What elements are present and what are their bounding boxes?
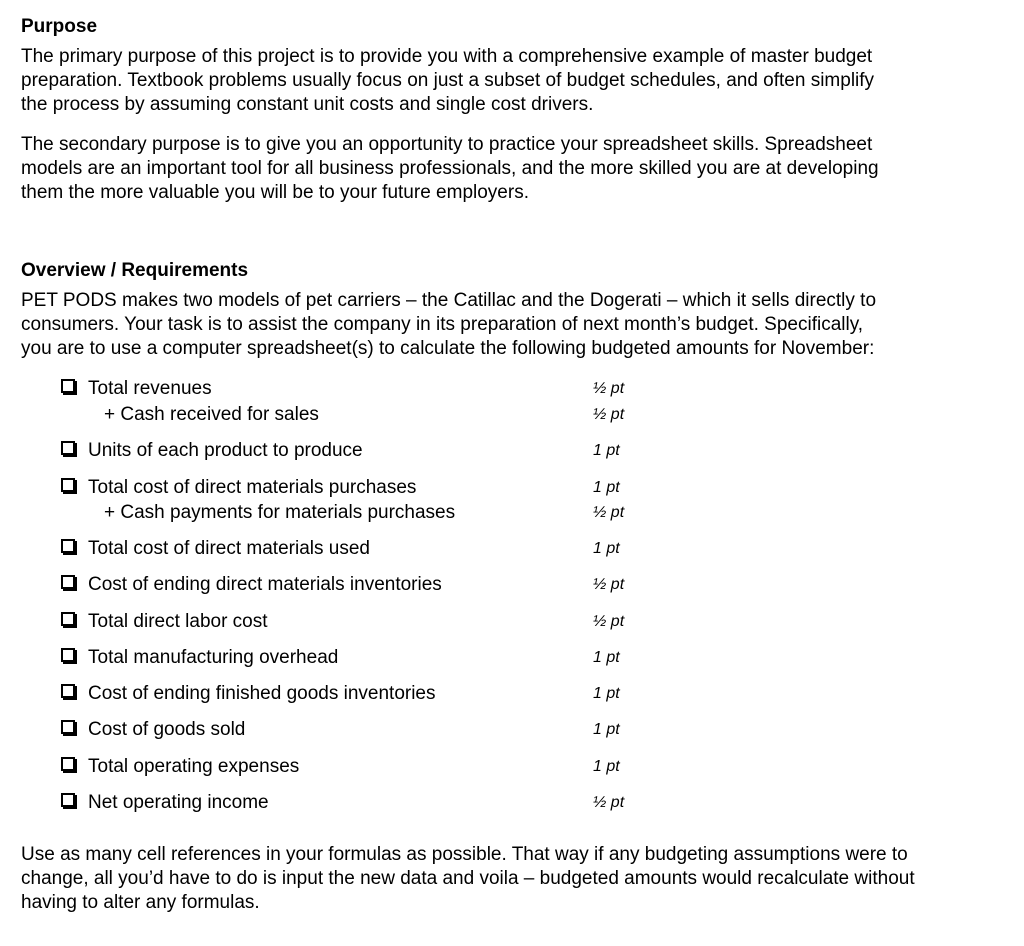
requirement-points: 1 pt [593, 479, 620, 496]
requirement-item-units-to-produce [61, 439, 363, 463]
requirement-label: + Cash received for sales [104, 404, 319, 425]
text-line: models are an important tool for all business professionals, and the more skilled you are at developing [21, 158, 879, 179]
requirement-label: Total operating expenses [88, 756, 300, 777]
requirement-item-ending-dm-inventory [61, 573, 442, 597]
requirement-label: + Cash payments for materials purchases [104, 502, 456, 523]
text-line: having to alter any formulas. [21, 892, 260, 913]
requirement-subitem-cash-received [104, 403, 319, 427]
requirement-points: 1 pt [593, 685, 620, 702]
checkbox-icon [61, 575, 75, 589]
text-line: PET PODS makes two models of pet carriers – the Catillac and the Dogerati – which it sells directly to [21, 290, 877, 311]
requirement-item-manufacturing-overhead [61, 646, 338, 670]
checkbox-icon [61, 793, 75, 807]
requirement-points: 1 pt [593, 649, 620, 666]
checkbox-icon [61, 684, 75, 698]
text-line: preparation. Textbook problems usually focus on just a subset of budget schedules, and often simplify [21, 70, 875, 91]
purpose-paragraph-1 [21, 45, 1006, 117]
requirement-subitem-cash-payments [104, 501, 455, 525]
text-line: them the more valuable you will be to your future employers. [21, 182, 529, 203]
requirement-item-operating-expenses [61, 755, 299, 779]
purpose-heading: Purpose [21, 16, 98, 37]
checkbox-icon [61, 539, 75, 553]
closing-paragraph [21, 843, 1006, 915]
text-line: Use as many cell references in your formulas as possible. That way if any budgeting assumptions were to [21, 844, 908, 865]
checkbox-icon [61, 478, 75, 492]
requirement-item-total-revenues [61, 377, 212, 401]
requirement-points: ½ pt [593, 576, 625, 593]
text-line: consumers. Your task is to assist the company in its preparation of next month’s budget. Specifically, [21, 314, 864, 335]
requirement-points: ½ pt [593, 504, 625, 521]
requirement-item-net-operating-income [61, 791, 269, 815]
requirement-points: ½ pt [593, 406, 625, 423]
requirement-points: 1 pt [593, 758, 620, 775]
checkbox-icon [61, 441, 75, 455]
requirement-points: 1 pt [593, 721, 620, 738]
text-line: the process by assuming constant unit costs and single cost drivers. [21, 94, 594, 115]
checkbox-icon [61, 720, 75, 734]
overview-paragraph [21, 289, 1006, 361]
requirement-points: 1 pt [593, 540, 620, 557]
text-line: you are to use a computer spreadsheet(s) to calculate the following budgeted amounts for November: [21, 338, 875, 359]
checkbox-icon [61, 757, 75, 771]
checkbox-icon [61, 379, 75, 393]
purpose-paragraph-2 [21, 133, 1006, 205]
requirement-label: Cost of goods sold [88, 719, 246, 740]
checkbox-icon [61, 612, 75, 626]
requirement-label: Total revenues [88, 378, 212, 399]
requirement-label: Cost of ending direct materials inventories [88, 574, 442, 595]
checkbox-icon [61, 648, 75, 662]
text-line: change, all you’d have to do is input the new data and voila – budgeted amounts would recalculate without [21, 868, 915, 889]
text-line: The primary purpose of this project is to provide you with a comprehensive example of master budget [21, 46, 873, 67]
requirement-points: ½ pt [593, 380, 625, 397]
requirement-item-direct-labor [61, 610, 268, 634]
requirement-item-ending-fg-inventory [61, 682, 436, 706]
requirement-label: Net operating income [88, 792, 269, 813]
requirement-points: ½ pt [593, 613, 625, 630]
requirement-label: Cost of ending finished goods inventories [88, 683, 436, 704]
overview-heading: Overview / Requirements [21, 260, 249, 281]
requirement-points: ½ pt [593, 794, 625, 811]
requirement-label: Total manufacturing overhead [88, 647, 339, 668]
requirement-label: Total cost of direct materials purchases [88, 477, 417, 498]
requirement-item-cogs [61, 718, 245, 742]
requirement-label: Total direct labor cost [88, 611, 268, 632]
requirement-item-dm-purchases [61, 476, 416, 500]
requirement-label: Units of each product to produce [88, 440, 363, 461]
requirement-item-dm-used [61, 537, 370, 561]
text-line: The secondary purpose is to give you an opportunity to practice your spreadsheet skills. Spreadsheet [21, 134, 873, 155]
requirement-label: Total cost of direct materials used [88, 538, 370, 559]
requirement-points: 1 pt [593, 442, 620, 459]
